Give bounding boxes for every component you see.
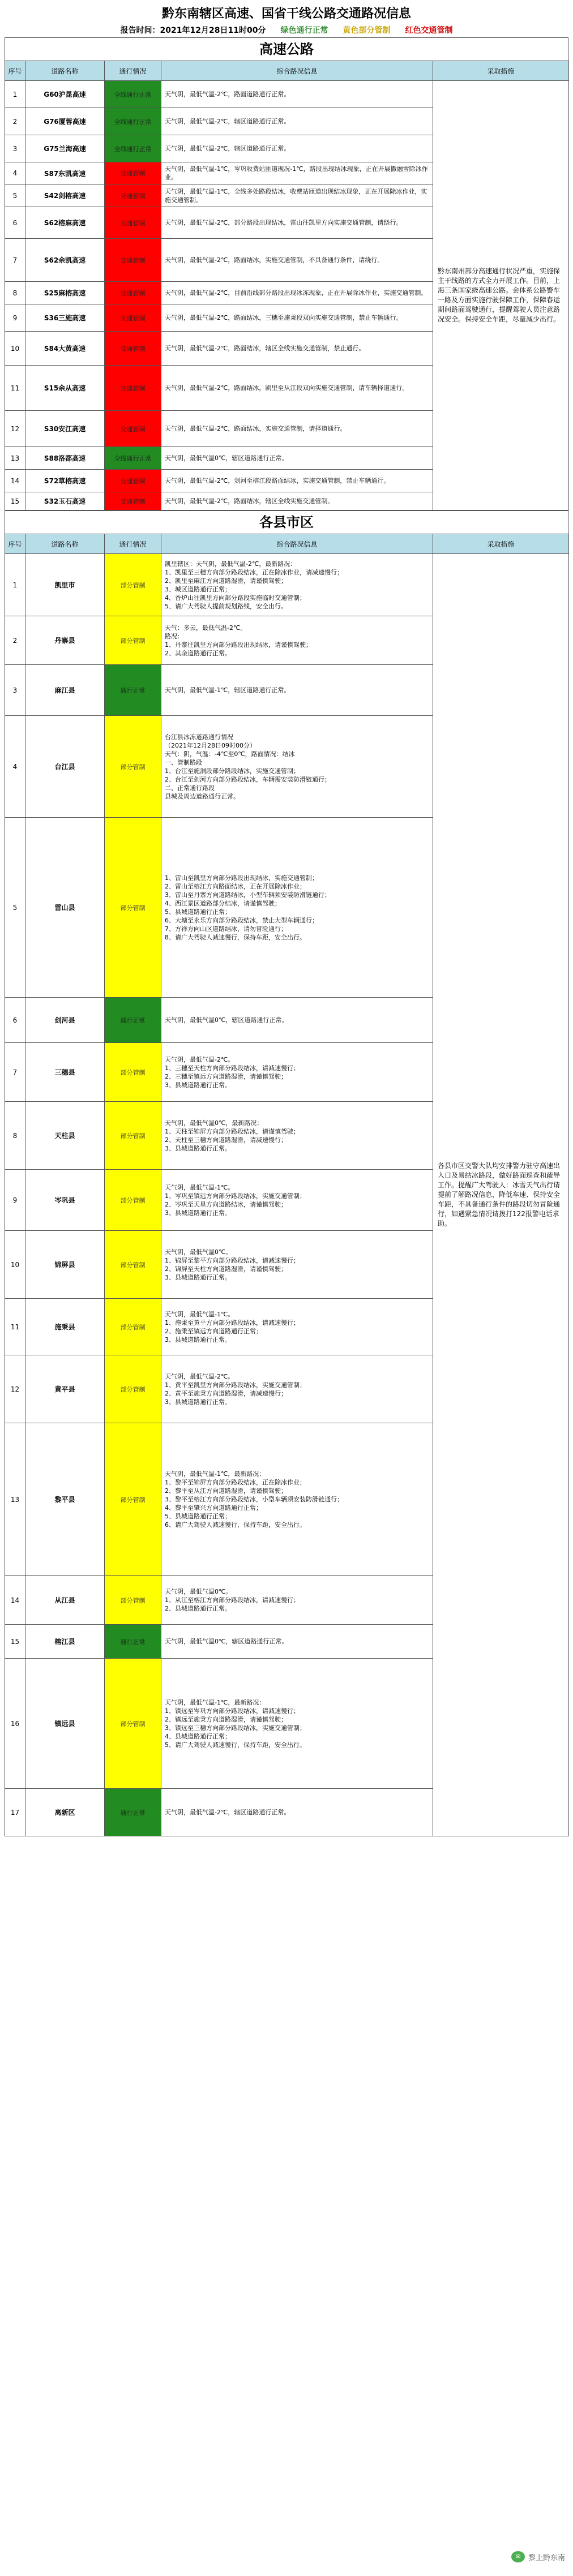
row-no: 2 <box>5 616 25 665</box>
row-no: 3 <box>5 665 25 716</box>
row-no: 8 <box>5 282 25 304</box>
header-name: 道路名称 <box>25 61 105 81</box>
section-title-highway: 高速公路 <box>5 37 568 61</box>
row-no: 9 <box>5 1170 25 1231</box>
status-cell: 部分管制 <box>105 1659 161 1789</box>
legend-green: 绿色通行正常 <box>280 26 328 35</box>
row-no: 4 <box>5 162 25 184</box>
info-cell: 天气阴，最低气温-1℃，全线多处路段结冰，收费站匝道出现结冰现象，正在开展除冰作业，实施交通管制。 <box>161 184 433 207</box>
row-no: 8 <box>5 1102 25 1170</box>
status-cell: 交通管制 <box>105 207 161 239</box>
report-time: 报告时间：2021年12月28日11时00分 <box>120 26 266 35</box>
info-cell: 天气阴，最低气温-2℃，辖区道路通行正常。 <box>161 1789 433 1836</box>
info-cell: 天气阴，最低气温-2℃，辖区道路通行正常。 <box>161 135 433 162</box>
row-no: 9 <box>5 304 25 332</box>
info-cell: 凯里辖区：天气阴，最低气温-2℃，最新路况： 1、凯里至三穗方向部分路段结冰，正在除冰作业，请减速慢行； 2、凯里至麻江方向道路湿滑，请谨慎驾驶； 3、城区道路通行正常； 4、香炉山往凯里方向部分路段实施临时交通管制； 5、请广大驾驶人提前规划路线，安全出行。 <box>161 554 433 616</box>
status-cell: 部分管制 <box>105 1299 161 1355</box>
status-cell: 交通管制 <box>105 492 161 510</box>
header-no: 序号 <box>5 61 25 81</box>
info-cell: 天气阴，最低气温0℃，最新路况： 1、天柱至锦屏方向部分路段结冰，请谨慎驾驶； 2、天柱至三穗方向道路湿滑，请减速慢行； 3、县城道路通行正常。 <box>161 1102 433 1170</box>
road-name: 剑河县 <box>25 998 105 1043</box>
status-cell: 交通管制 <box>105 470 161 492</box>
status-cell: 交通管制 <box>105 366 161 411</box>
road-name: 台江县 <box>25 716 105 818</box>
status-cell: 交通管制 <box>105 184 161 207</box>
info-cell: 台江县冰冻道路通行情况 （2021年12月28日09时00分） 天气：阴，气温：-4℃至0℃，路面情况：结冰 一、管制路段 1、台江至施洞段部分路段结冰，实施交通管制； 2、台江至剑河方向部分路段结冰，车辆需安装防滑链通行； 二、正常通行路段 县城及周边道路通行正常。 <box>161 716 433 818</box>
road-name: 丹寨县 <box>25 616 105 665</box>
info-cell: 天气：多云，最低气温-2℃。 路况： 1、丹寨往凯里方向部分路段出现结冰，请谨慎驾驶； 2、其余道路通行正常。 <box>161 616 433 665</box>
row-no: 7 <box>5 1043 25 1102</box>
row-no: 2 <box>5 108 25 135</box>
header-measure: 采取措施 <box>433 534 569 554</box>
info-cell: 天气阴，最低气温-1℃，最新路况： 1、镇远至岑巩方向部分路段结冰，请减速慢行； 2、镇远至施秉方向道路湿滑，请谨慎驾驶； 3、镇远至三穗方向部分路段结冰，实施交通管制； 4、县城道路通行正常； 5、请广大驾驶人减速慢行，保持车距，安全出行。 <box>161 1659 433 1789</box>
footer-text: 黎上黔东南 <box>528 2553 565 2562</box>
row-no: 1 <box>5 554 25 616</box>
status-cell: 部分管制 <box>105 616 161 665</box>
info-cell: 天气阴，最低气温-2℃，路面道路通行正常。 <box>161 81 433 108</box>
table-row <box>5 554 569 616</box>
status-cell: 部分管制 <box>105 1043 161 1102</box>
info-cell: 天气阴，最低气温-2℃，路面结冰，凯里至从江段双向实施交通管制，请车辆择道通行。 <box>161 366 433 411</box>
header-name: 道路名称 <box>25 534 105 554</box>
info-cell: 天气阴，最低气温-2℃，剑河至榕江段路面结冰，实施交通管制，禁止车辆通行。 <box>161 470 433 492</box>
report-subline <box>5 24 568 37</box>
page <box>5 5 568 1836</box>
status-cell: 交通管制 <box>105 239 161 282</box>
header-status: 通行情况 <box>105 61 161 81</box>
measure-cell: 各县市区交警大队均安排警力驻守高速出入口及易结冰路段，做好路面巡查和疏导工作。提醒广大驾驶人：冰雪天气出行请提前了解路况信息，降低车速、保持安全车距，不具备通行条件的路段切勿冒险通行，如遇紧急情况请拨打122报警电话求助。 <box>433 554 569 1836</box>
info-cell: 天气阴，最低气温-2℃，路面结冰，实施交通管制，不具备通行条件，请绕行。 <box>161 239 433 282</box>
row-no: 1 <box>5 81 25 108</box>
row-no: 4 <box>5 716 25 818</box>
status-cell: 部分管制 <box>105 818 161 998</box>
page-title: 黔东南辖区高速、国省干线公路交通路况信息 <box>161 7 411 21</box>
row-no: 7 <box>5 239 25 282</box>
road-name: 天柱县 <box>25 1102 105 1170</box>
status-cell: 部分管制 <box>105 1355 161 1423</box>
status-cell: 全线通行正常 <box>105 447 161 470</box>
info-cell: 天气阴，最低气温-1℃。 1、岑巩至镇远方向部分路段结冰，实施交通管制； 2、岑巩至天星方向道路结冰，请谨慎驾驶； 3、县城道路通行正常。 <box>161 1170 433 1231</box>
row-no: 17 <box>5 1789 25 1836</box>
row-no: 12 <box>5 411 25 447</box>
road-name: S30安江高速 <box>25 411 105 447</box>
road-name: 凯里市 <box>25 554 105 616</box>
info-cell: 天气阴，最低气温-2℃，路面结冰，辖区全线实施交通管制，禁止通行。 <box>161 332 433 366</box>
header-no: 序号 <box>5 534 25 554</box>
road-name: 黄平县 <box>25 1355 105 1423</box>
row-no: 10 <box>5 332 25 366</box>
road-name: 锦屏县 <box>25 1231 105 1299</box>
status-cell: 交通管制 <box>105 304 161 332</box>
info-cell: 天气阴，最低气温-1℃。 1、施秉至黄平方向部分路段结冰，请减速慢行； 2、施秉至镇远方向道路通行正常； 3、县城道路通行正常。 <box>161 1299 433 1355</box>
road-name: S36三施高速 <box>25 304 105 332</box>
road-name: 镇远县 <box>25 1659 105 1789</box>
table-row <box>5 81 569 108</box>
status-cell: 通行正常 <box>105 1625 161 1659</box>
status-cell: 部分管制 <box>105 1231 161 1299</box>
road-name: 三穗县 <box>25 1043 105 1102</box>
county-header-row <box>5 534 569 554</box>
row-no: 14 <box>5 1576 25 1625</box>
road-name: S87东凯高速 <box>25 162 105 184</box>
road-name: S42剑榕高速 <box>25 184 105 207</box>
status-cell: 全线通行正常 <box>105 108 161 135</box>
header-measure: 采取措施 <box>433 61 569 81</box>
info-cell: 1、雷山至凯里方向部分路段出现结冰，实施交通管制； 2、雷山至榕江方向路面结冰，正在开展除冰作业； 3、雷山至丹寨方向道路结冰，小型车辆须安装防滑链通行； 4、西江景区道路部分结冰，请谨慎驾驶； 5、县城道路通行正常； 6、大塘至永乐方向部分路段结冰，禁止大型车辆通行； 7、方祥方向山区道路结冰，请勿冒险通行； 8、请广大驾驶人减速慢行，保持车距，安全出行。 <box>161 818 433 998</box>
status-cell: 部分管制 <box>105 1423 161 1576</box>
info-cell: 天气阴，最低气温0℃，辖区道路通行正常。 <box>161 1625 433 1659</box>
county-table <box>5 534 569 1836</box>
info-cell: 天气阴，最低气温-2℃。 1、黄平至凯里方向部分路段结冰，实施交通管制； 2、黄平至施秉方向道路湿滑，请减速慢行； 3、县城道路通行正常。 <box>161 1355 433 1423</box>
road-name: G75兰海高速 <box>25 135 105 162</box>
row-no: 13 <box>5 1423 25 1576</box>
row-no: 14 <box>5 470 25 492</box>
info-cell: 天气阴，最低气温0℃。 1、从江至榕江方向部分路段结冰，请减速慢行； 2、县城道路通行正常。 <box>161 1576 433 1625</box>
road-name: 雷山县 <box>25 818 105 998</box>
info-cell: 天气阴，最低气温-1℃，最新路况： 1、黎平至锦屏方向部分路段结冰，正在除冰作业； 2、黎平至从江方向道路湿滑，请谨慎驾驶； 3、黎平至榕江方向部分路段结冰，小型车辆须安装防滑链通行； 4、黎平至肇兴方向道路通行正常； 5、县城道路通行正常； 6、请广大驾驶人减速慢行，保持车距，安全出行。 <box>161 1423 433 1576</box>
row-no: 15 <box>5 492 25 510</box>
legend-red: 红色交通管制 <box>405 26 453 35</box>
highway-header-row <box>5 61 569 81</box>
legend-yellow: 黄色部分管制 <box>343 26 391 35</box>
road-name: S15余从高速 <box>25 366 105 411</box>
road-name: G60沪昆高速 <box>25 81 105 108</box>
row-no: 6 <box>5 998 25 1043</box>
header-status: 通行情况 <box>105 534 161 554</box>
road-name: S62余凯高速 <box>25 239 105 282</box>
road-name: S72草榕高速 <box>25 470 105 492</box>
road-name: S84大黄高速 <box>25 332 105 366</box>
row-no: 6 <box>5 207 25 239</box>
status-cell: 通行正常 <box>105 1789 161 1836</box>
header-info: 综合路况信息 <box>161 61 433 81</box>
status-cell: 全线通行正常 <box>105 81 161 108</box>
status-cell: 部分管制 <box>105 1576 161 1625</box>
road-name: 从江县 <box>25 1576 105 1625</box>
status-cell: 部分管制 <box>105 554 161 616</box>
status-cell: 全线通行正常 <box>105 135 161 162</box>
row-no: 13 <box>5 447 25 470</box>
status-cell: 部分管制 <box>105 716 161 818</box>
row-no: 10 <box>5 1231 25 1299</box>
status-cell: 部分管制 <box>105 1170 161 1231</box>
road-name: 榕江县 <box>25 1625 105 1659</box>
highway-table <box>5 61 569 510</box>
status-cell: 交通管制 <box>105 411 161 447</box>
info-cell: 天气阴，最低气温-2℃，目前沿线部分路段出现冰冻现象，正在开展除冰作业，实施交通管制。 <box>161 282 433 304</box>
header-info: 综合路况信息 <box>161 534 433 554</box>
row-no: 3 <box>5 135 25 162</box>
status-cell: 部分管制 <box>105 1102 161 1170</box>
info-cell: 天气阴，最低气温-2℃，路面结冰，辖区全线实施交通管制。 <box>161 492 433 510</box>
row-no: 11 <box>5 1299 25 1355</box>
road-name: 离新区 <box>25 1789 105 1836</box>
info-cell: 天气阴，最低气温-2℃，路面结冰，三穗至施秉段双向实施交通管制，禁止车辆通行。 <box>161 304 433 332</box>
status-cell: 通行正常 <box>105 665 161 716</box>
road-name: 黎平县 <box>25 1423 105 1576</box>
row-no: 11 <box>5 366 25 411</box>
wechat-icon: ✉ <box>511 2551 525 2562</box>
status-cell: 交通管制 <box>105 282 161 304</box>
status-cell: 交通管制 <box>105 332 161 366</box>
road-name: S32玉石高速 <box>25 492 105 510</box>
section-title-county: 各县市区 <box>5 510 568 534</box>
road-name: 施秉县 <box>25 1299 105 1355</box>
footer-watermark <box>511 2551 565 2562</box>
status-cell: 通行正常 <box>105 998 161 1043</box>
info-cell: 天气阴，最低气温-2℃，部分路段出现结冰，雷山往凯里方向实施交通管制，请绕行。 <box>161 207 433 239</box>
info-cell: 天气阴，最低气温0℃，辖区道路通行正常。 <box>161 447 433 470</box>
road-name: G76厦蓉高速 <box>25 108 105 135</box>
road-name: S25麻榕高速 <box>25 282 105 304</box>
info-cell: 天气阴，最低气温0℃，辖区道路通行正常。 <box>161 998 433 1043</box>
road-name: S88洛都高速 <box>25 447 105 470</box>
road-name: 麻江县 <box>25 665 105 716</box>
info-cell: 天气阴，最低气温-2℃，路面结冰，实施交通管制，请择道通行。 <box>161 411 433 447</box>
road-name: S62榕麻高速 <box>25 207 105 239</box>
info-cell: 天气阴，最低气温-1℃，辖区道路通行正常。 <box>161 665 433 716</box>
road-name: 岑巩县 <box>25 1170 105 1231</box>
row-no: 16 <box>5 1659 25 1789</box>
info-cell: 天气阴，最低气温0℃。 1、锦屏至黎平方向部分路段结冰，请减速慢行； 2、锦屏至天柱方向道路湿滑，请谨慎驾驶； 3、县城道路通行正常。 <box>161 1231 433 1299</box>
row-no: 12 <box>5 1355 25 1423</box>
info-cell: 天气阴，最低气温-2℃。 1、三穗至天柱方向部分路段结冰，请减速慢行； 2、三穗至镇远方向道路湿滑，请谨慎驾驶； 3、县城道路通行正常。 <box>161 1043 433 1102</box>
measure-cell: 黔东南州部分高速通行状况严重，实施保主干线路的方式全力开展工作。目前，上海三条国家级高速公路。会体系公路警车一路及方面实施行驶保障工作，保障春运期间路面驾驶通行，提醒驾驶人员注意路况安全。保持安全车距，尽量减少出行。 <box>433 81 569 510</box>
row-no: 5 <box>5 818 25 998</box>
info-cell: 天气阴，最低气温-2℃，辖区道路通行正常。 <box>161 108 433 135</box>
row-no: 15 <box>5 1625 25 1659</box>
status-cell: 交通管制 <box>105 162 161 184</box>
row-no: 5 <box>5 184 25 207</box>
info-cell: 天气阴，最低气温-1℃，岑巩收费站匝道现况-1℃，路段出现结冰现象，正在开展撒融雪除冰作业。 <box>161 162 433 184</box>
